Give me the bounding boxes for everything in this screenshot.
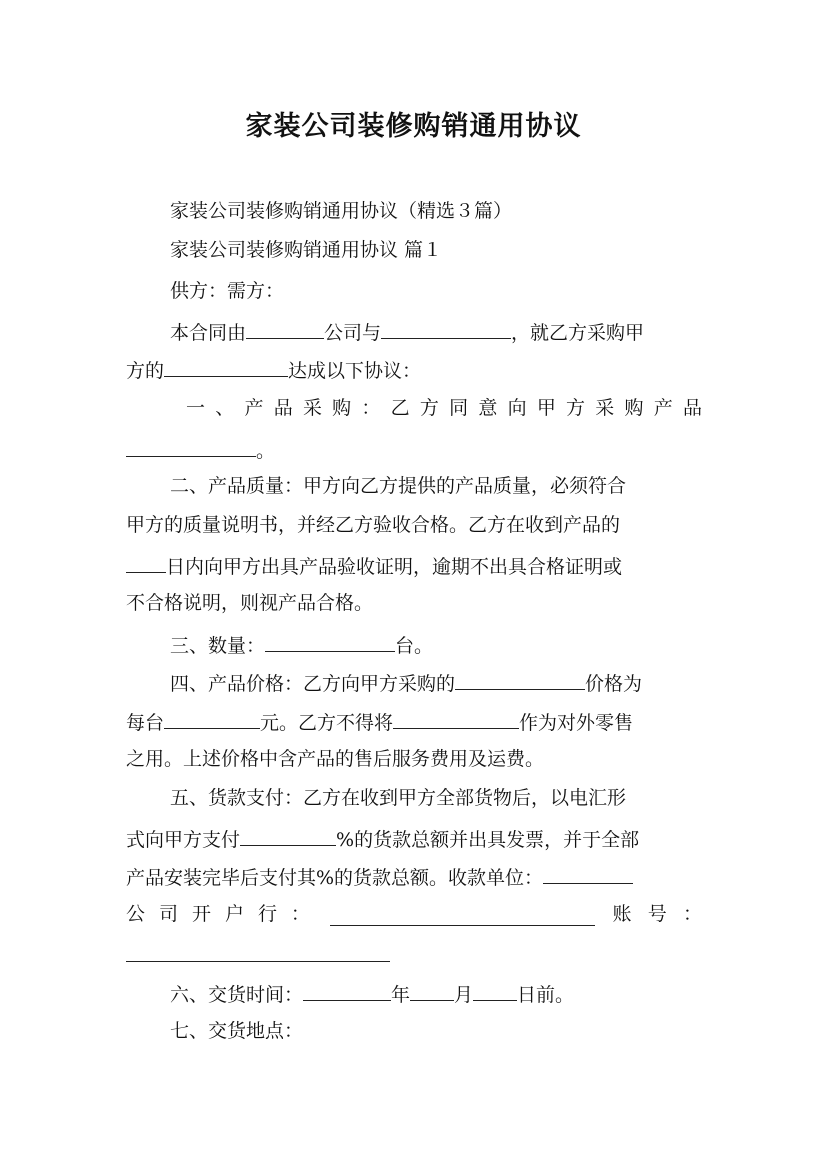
clause-1-char: 一 bbox=[186, 397, 206, 419]
clause-1-end: 。 bbox=[256, 440, 276, 462]
clause-4-text-b: 价格为 bbox=[585, 673, 643, 695]
clause-1-char: 方 bbox=[566, 397, 586, 419]
clause-5-line-3 bbox=[126, 863, 702, 890]
document-title: 家装公司装修购销通用协议 bbox=[245, 111, 582, 142]
clause-1-char: 品 bbox=[273, 397, 293, 419]
clause-4-line-1 bbox=[170, 669, 702, 696]
intro-text-c: ，就乙方采购甲 bbox=[511, 322, 645, 344]
clause-6-text-d: 日前。 bbox=[517, 984, 575, 1006]
days-blank[interactable] bbox=[126, 552, 166, 573]
clause-1-char: 同 bbox=[449, 397, 469, 419]
company-name-blank[interactable] bbox=[246, 318, 324, 339]
clause-1-char: 采 bbox=[595, 397, 615, 419]
clause-6-text-c: 月 bbox=[454, 984, 474, 1006]
account-number-blank[interactable] bbox=[126, 941, 390, 962]
clause-5-text-c: 产品安装完毕后支付其%的货款总额。收款单位： bbox=[126, 867, 544, 889]
clause-5-text-a: 式向甲方支付 bbox=[126, 829, 241, 851]
bank-blank[interactable] bbox=[330, 905, 595, 926]
clause-7-line: 七、交货地点： bbox=[170, 1020, 304, 1042]
clause-1-char: 品 bbox=[682, 397, 702, 419]
intro-line-2 bbox=[126, 356, 702, 383]
day-blank[interactable] bbox=[473, 980, 517, 1001]
clause-1-char: 购 bbox=[332, 397, 352, 419]
clause-2-line-2: 甲方的质量说明书，并经乙方验收合格。乙方在收到产品的 bbox=[126, 514, 621, 536]
intro-text-e: 达成以下协议： bbox=[288, 360, 422, 382]
clause-1-char: 购 bbox=[624, 397, 644, 419]
subtitle: 家装公司装修购销通用协议（精选３篇） bbox=[170, 200, 513, 222]
clause-5-line-2 bbox=[126, 825, 702, 852]
clause-3-text-a: 三、数量： bbox=[170, 635, 266, 657]
clause-4-text-c: 每台 bbox=[126, 712, 165, 734]
month-blank[interactable] bbox=[410, 980, 454, 1001]
intro-line-1 bbox=[170, 318, 702, 345]
payee-blank[interactable] bbox=[543, 863, 633, 884]
clause-1-char: 向 bbox=[507, 397, 527, 419]
clause-3-line bbox=[170, 631, 702, 658]
clause-1-line-2 bbox=[126, 436, 702, 463]
clause-1-char: ： bbox=[361, 397, 381, 419]
clause-6-line bbox=[170, 980, 702, 1007]
intro-text-d: 方的 bbox=[126, 360, 165, 382]
clause-1-char: 甲 bbox=[536, 397, 556, 419]
clause-2-line-4: 不合格说明，则视产品合格。 bbox=[126, 592, 374, 614]
retail-item-blank[interactable] bbox=[393, 708, 519, 729]
unit-price-blank[interactable] bbox=[164, 708, 260, 729]
clause-1-char: 、 bbox=[215, 397, 235, 419]
intro-text-a: 本合同由 bbox=[170, 322, 247, 344]
clause-5-line-5 bbox=[126, 941, 702, 968]
price-product-blank[interactable] bbox=[455, 669, 585, 690]
year-blank[interactable] bbox=[303, 980, 391, 1001]
clause-1-line-1 bbox=[186, 396, 702, 420]
bank-label: 公 司 开 户 行 ： bbox=[126, 903, 310, 925]
product-blank[interactable] bbox=[164, 356, 288, 377]
clause-6-text-b: 年 bbox=[391, 984, 411, 1006]
clause-4-line-3: 之用。上述价格中含产品的售后服务费用及运费。 bbox=[126, 748, 545, 770]
clause-2-line-3 bbox=[126, 552, 702, 579]
clause-2-line-1: 二、产品质量：甲方向乙方提供的产品质量，必须符合 bbox=[170, 475, 627, 497]
section-heading: 家装公司装修购销通用协议 篇１ bbox=[170, 239, 443, 261]
quantity-blank[interactable] bbox=[265, 631, 395, 652]
clause-1-char: 方 bbox=[419, 397, 439, 419]
clause-4-text-e: 作为对外零售 bbox=[519, 712, 634, 734]
clause-3-text-b: 台。 bbox=[395, 635, 434, 657]
clause-5-text-b: %的货款总额并出具发票，并于全部 bbox=[336, 829, 640, 851]
clause-4-text-d: 元。乙方不得将 bbox=[260, 712, 394, 734]
clause-1-char: 产 bbox=[244, 397, 264, 419]
clause-2-text-3: 日内向甲方出具产品验收证明，逾期不出具合格证明或 bbox=[166, 556, 623, 578]
partner-name-blank[interactable] bbox=[381, 318, 511, 339]
clause-5-line-4 bbox=[126, 902, 702, 926]
parties-line: 供方：需方： bbox=[170, 280, 285, 302]
clause-1-char: 意 bbox=[478, 397, 498, 419]
clause-4-text-a: 四、产品价格：乙方向甲方采购的 bbox=[170, 673, 456, 695]
clause-5-line-1: 五、货款支付：乙方在收到甲方全部货物后，以电汇形 bbox=[170, 787, 627, 809]
account-label: 账 号 ： bbox=[612, 903, 702, 925]
clause-1-char: 产 bbox=[653, 397, 673, 419]
clause-1-char: 乙 bbox=[390, 397, 410, 419]
clause-1-char: 采 bbox=[302, 397, 322, 419]
clause-6-text-a: 六、交货时间： bbox=[170, 984, 304, 1006]
clause-4-line-2 bbox=[126, 708, 702, 735]
intro-text-b: 公司与 bbox=[324, 322, 382, 344]
payment-percent-blank[interactable] bbox=[240, 825, 336, 846]
purchased-product-blank[interactable] bbox=[126, 436, 256, 457]
